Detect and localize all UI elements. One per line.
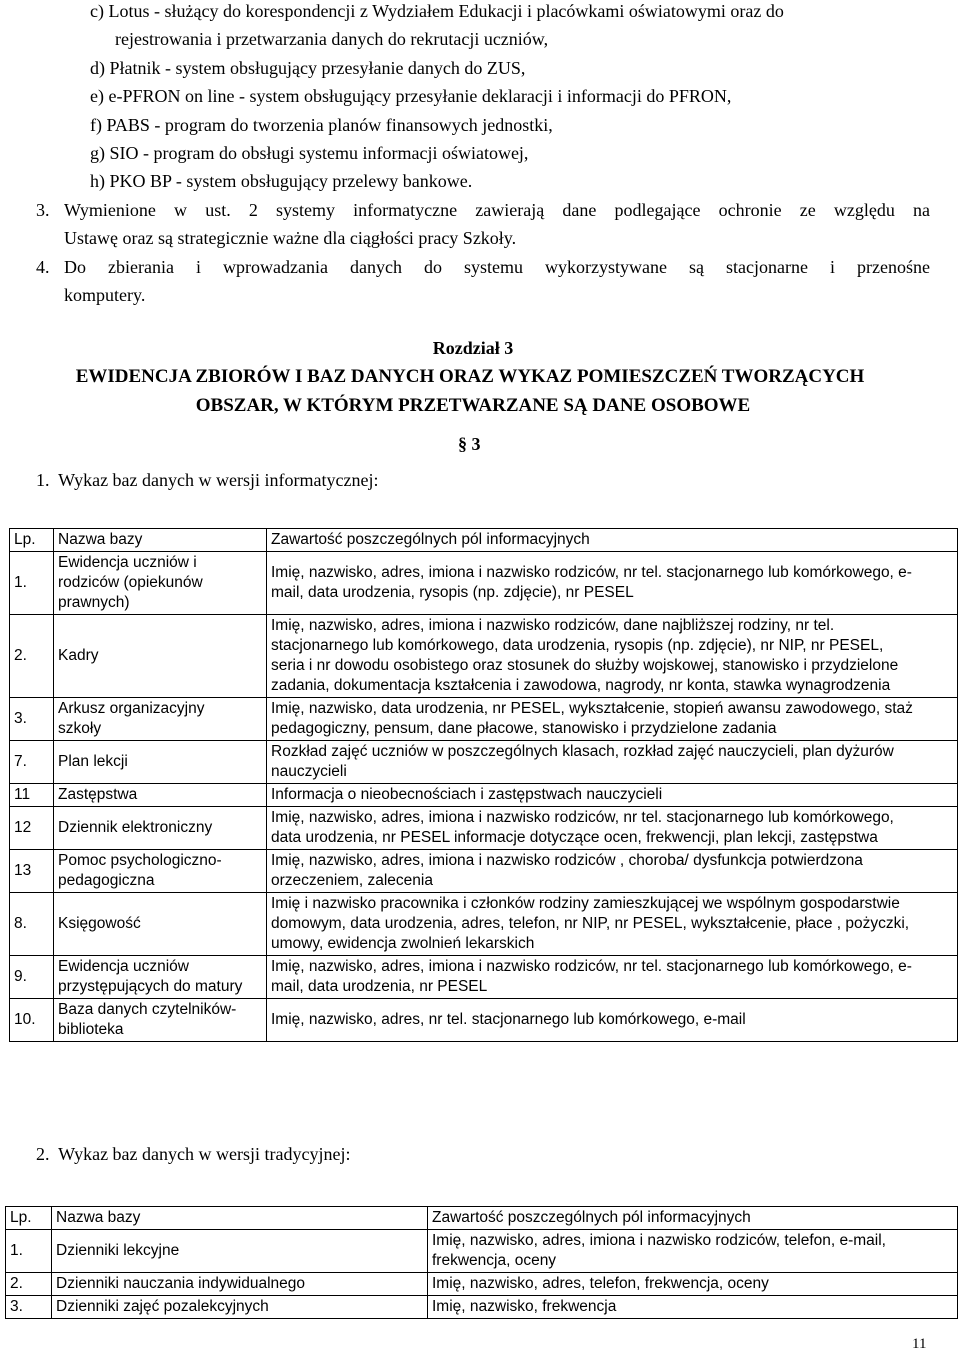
header-content: Zawartość poszczególnych pól informacyjnych: [267, 529, 958, 552]
paper-databases-table: [5, 1206, 958, 1319]
table-row: [10, 741, 958, 784]
cell-content: Rozkład zajęć uczniów w poszczególnych klasach, rozkład zajęć nauczycieli, plan dyżurów nauczycieli: [267, 741, 958, 784]
cell-lp: 8.: [10, 893, 54, 956]
cell-content: Imię, nazwisko, adres, imiona i nazwisko rodziców, nr tel. stacjonarnego lub komórkowego, e- mail, data urodzenia, nr PESEL: [267, 956, 958, 999]
table-row: [10, 850, 958, 893]
cell-content: Imię, nazwisko, adres, imiona i nazwisko rodziców , choroba/ dysfunkcja potwierdzona orzeczeniem, zalecenia: [267, 850, 958, 893]
table-row: [10, 893, 958, 956]
cell-name: Ewidencja uczniów przystępujących do matury: [54, 956, 267, 999]
cell-lp: 13: [10, 850, 54, 893]
cell-lp: 10.: [10, 999, 54, 1042]
chapter-title: Rozdział 3: [432, 338, 514, 358]
list-item-c-line2: rejestrowania i przetwarzania danych do rekrutacji uczniów,: [115, 29, 549, 49]
cell-name: Zastępstwa: [54, 784, 267, 807]
table-row: [10, 999, 958, 1042]
table-header-row: [6, 1207, 958, 1230]
cell-name: Plan lekcji: [54, 741, 267, 784]
section1-title: 1. Wykaz baz danych w wersji informatycznej:: [36, 470, 379, 490]
para3-number: 3.: [36, 200, 50, 220]
cell-lp: 3.: [6, 1296, 52, 1319]
cell-lp: 3.: [10, 698, 54, 741]
cell-content: Imię, nazwisko, adres, nr tel. stacjonarnego lub komórkowego, e-mail: [267, 999, 958, 1042]
cell-name: Arkusz organizacyjny szkoły: [54, 698, 267, 741]
cell-name: Pomoc psychologiczno- pedagogiczna: [54, 850, 267, 893]
list-item-g: g) SIO - program do obsługi systemu informacji oświatowej,: [90, 143, 529, 163]
page-number: 11: [912, 1336, 927, 1352]
cell-name: Dzienniki zajęć pozalekcyjnych: [52, 1296, 428, 1319]
cell-lp: 2.: [10, 615, 54, 698]
chapter-heading-line2: OBSZAR, W KTÓRYM PRZETWARZANE SĄ DANE OSOBOWE: [195, 395, 751, 416]
cell-content: Imię, nazwisko, frekwencja: [428, 1296, 958, 1319]
list-item-f: f) PABS - program do tworzenia planów finansowych jednostki,: [90, 115, 553, 135]
table-row: [6, 1273, 958, 1296]
list-item-d: d) Płatnik - system obsługujący przesyłanie danych do ZUS,: [90, 58, 526, 78]
cell-name: Dzienniki lekcyjne: [52, 1230, 428, 1273]
para4-line2: komputery.: [64, 285, 146, 305]
cell-lp: 2.: [6, 1273, 52, 1296]
table-row: [10, 784, 958, 807]
list-item-e: e) e-PFRON on line - system obsługujący przesyłanie deklaracji i informacji do PFRON,: [90, 86, 732, 106]
cell-name: Ewidencja uczniów i rodziców (opiekunów prawnych): [54, 552, 267, 615]
cell-lp: 12: [10, 807, 54, 850]
para4-line1: Do zbierania i wprowadzania danych do systemu wykorzystywane są stacjonarne i przenośne: [64, 257, 930, 277]
cell-name: Baza danych czytelników- biblioteka: [54, 999, 267, 1042]
cell-lp: 9.: [10, 956, 54, 999]
list-item-h: h) PKO BP - system obsługujący przelewy bankowe.: [90, 171, 473, 191]
table-header-row: [10, 529, 958, 552]
cell-lp: 1.: [6, 1230, 52, 1273]
cell-name: Dzienniki nauczania indywidualnego: [52, 1273, 428, 1296]
header-lp: Lp.: [10, 529, 54, 552]
cell-content: Imię i nazwisko pracownika i członków rodziny zamieszkującej we wspólnym gospodarstwie domowym, data urodzenia, adres, telefon, nr NIP, nr PESEL, wykształcenie, płace , pożyczki, umowy, ewidencja zwolnień lekarskich: [267, 893, 958, 956]
table-row: [10, 807, 958, 850]
cell-lp: 11: [10, 784, 54, 807]
para3-line1: Wymienione w ust. 2 systemy informatyczne zawierają dane podlegające ochronie ze względu na: [64, 200, 930, 220]
it-databases-table: [9, 528, 958, 1042]
table-row: [10, 698, 958, 741]
chapter-heading-line1: EWIDENCJA ZBIORÓW I BAZ DANYCH ORAZ WYKAZ POMIESZCZEŃ TWORZĄCYCH: [75, 366, 865, 387]
cell-content: Imię, nazwisko, adres, imiona i nazwisko rodziców, dane najbliższej rodziny, nr tel. stacjonarnego lub komórkowego, data urodzenia, rysopis (np. zdjęcie), nr NIP, nr PESEL, seria i nr dowodu osobistego oraz stosunek do służby wojskowej, stanowisko i przydzielone zadania, dokumentacja kształcenia i zawodowa, nagrody, nr konta, stawka wynagrodzenia: [267, 615, 958, 698]
cell-content: Imię, nazwisko, adres, imiona i nazwisko rodziców, telefon, e-mail, frekwencja, oceny: [428, 1230, 958, 1273]
para4-number: 4.: [36, 257, 50, 277]
cell-content: Imię, nazwisko, adres, telefon, frekwencja, oceny: [428, 1273, 958, 1296]
cell-content: Imię, nazwisko, adres, imiona i nazwisko rodziców, nr tel. stacjonarnego lub komórkowego, e- mail, data urodzenia, rysopis (np. zdjęcie), nr PESEL: [267, 552, 958, 615]
cell-name: Księgowość: [54, 893, 267, 956]
section2-title: 2. Wykaz baz danych w wersji tradycyjnej:: [36, 1144, 351, 1164]
cell-lp: 7.: [10, 741, 54, 784]
header-name: Nazwa bazy: [52, 1207, 428, 1230]
table-row: [6, 1230, 958, 1273]
header-content: Zawartość poszczególnych pól informacyjnych: [428, 1207, 958, 1230]
table-row: [10, 956, 958, 999]
header-lp: Lp.: [6, 1207, 52, 1230]
table-row: [10, 552, 958, 615]
header-name: Nazwa bazy: [54, 529, 267, 552]
cell-lp: 1.: [10, 552, 54, 615]
table-row: [6, 1296, 958, 1319]
cell-name: Dziennik elektroniczny: [54, 807, 267, 850]
cell-content: Informacja o nieobecnościach i zastępstwach nauczycieli: [267, 784, 958, 807]
para3-line2: Ustawę oraz są strategicznie ważne dla ciągłości pracy Szkoły.: [64, 228, 517, 248]
list-item-c-line1: c) Lotus - służący do korespondencji z Wydziałem Edukacji i placówkami oświatowymi oraz do: [90, 1, 784, 21]
section-sign: § 3: [458, 434, 481, 454]
cell-content: Imię, nazwisko, data urodzenia, nr PESEL, wykształcenie, stopień awansu zawodowego, staż pedagogiczny, pensum, dane płacowe, stanowisko i przydzielone zadania: [267, 698, 958, 741]
cell-name: Kadry: [54, 615, 267, 698]
cell-content: Imię, nazwisko, adres, imiona i nazwisko rodziców, nr tel. stacjonarnego lub komórkowego, data urodzenia, nr PESEL informacje dotyczące ocen, frekwencji, plan lekcji, zastępstwa: [267, 807, 958, 850]
table-row: [10, 615, 958, 698]
